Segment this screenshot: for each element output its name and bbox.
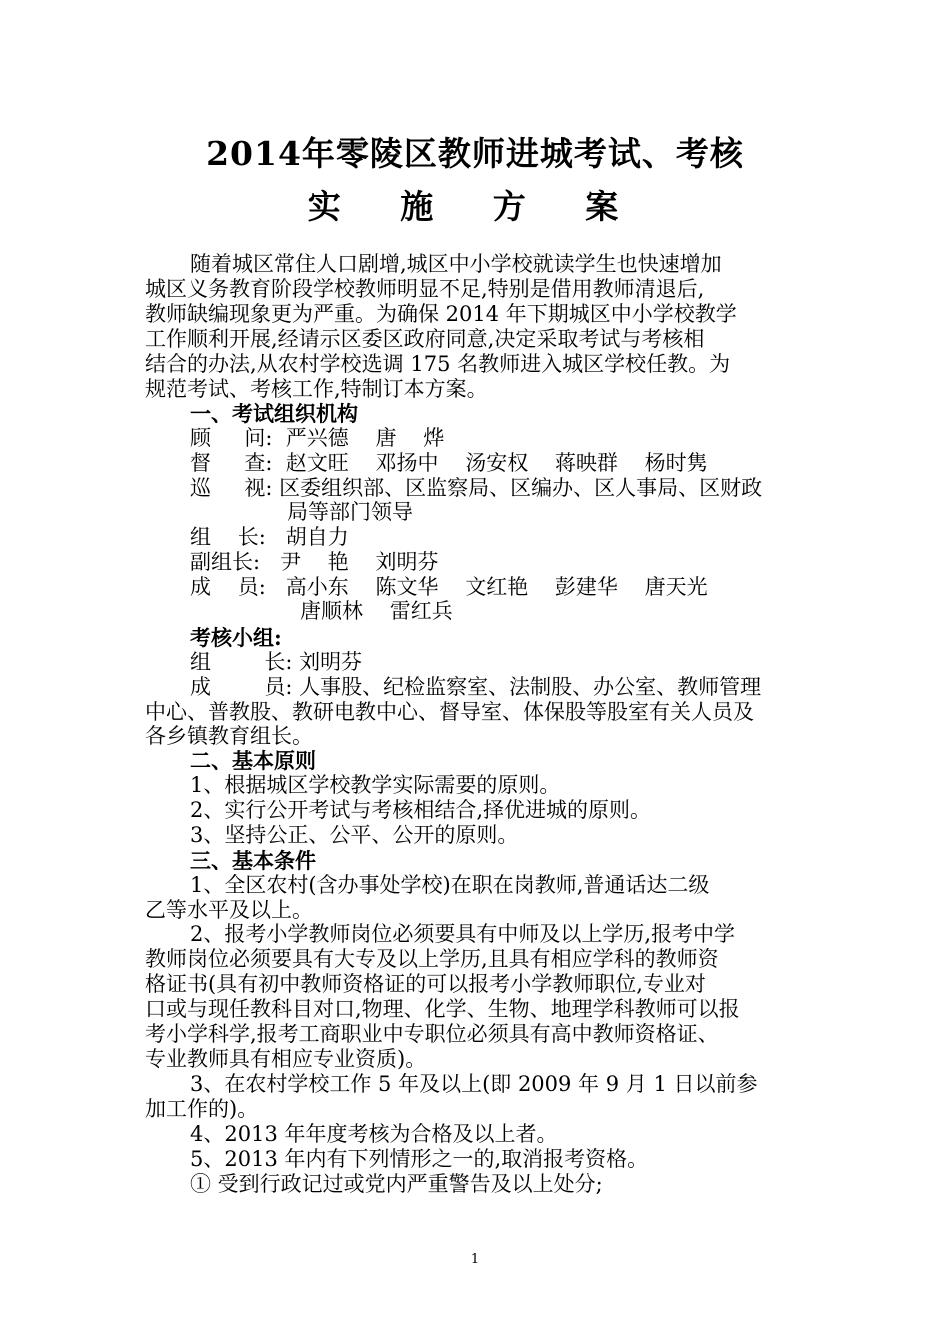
intro-line-5: 结合的办法,从农村学校选调 175 名教师进入城区学校任教。为 [145,352,731,376]
condition-2-line-4: 口或与现任教科目对口,物理、化学、生物、地理学科教师可以报 [145,997,740,1021]
members-line-2: 唐顺林 雷红兵 [300,599,453,623]
principle-1: 1、根据城区学校教学实际需要的原则。 [190,773,561,797]
group-members-line-1: 成 员: 人事股、纪检监察室、法制股、办公室、教师管理 [190,675,762,699]
condition-1-line-2: 乙等水平及以上。 [145,898,313,922]
principle-2: 2、实行公开考试与考核相结合,择优进城的原则。 [190,798,652,822]
document-title: 2014年零陵区教师进城考试、考核 [206,134,744,173]
section-3-heading: 三、基本条件 [190,848,316,873]
condition-2-line-5: 考小学科学,报考工商职业中专职位必须具有高中教师资格证、 [145,1022,719,1046]
intro-line-4: 工作顺利开展,经请示区委区政府同意,决定采取考试与考核相 [145,327,705,351]
group-members-line-2: 中心、普教股、教研电教中心、督导室、体保股等股室有关人员及 [145,700,754,724]
condition-2-line-6: 专业教师具有相应专业资质)。 [145,1047,427,1071]
section-1-heading: 一、考试组织机构 [190,401,358,426]
condition-3-line-1: 3、在农村学校工作 5 年及以上(即 2009 年 9 月 1 日以前参 [190,1072,758,1096]
condition-2-line-2: 教师岗位必须要具有大专及以上学历,且具有相应学科的教师资 [145,947,719,971]
patrol-line-1: 巡 视: 区委组织部、区监察局、区编办、区人事局、区财政 [190,476,763,500]
document-subtitle: 实 施 方 案 [307,187,643,226]
group-members-line-3: 各乡镇教育组长。 [145,724,313,748]
members-line-1: 成 员: 高小东 陈文华 文红艳 彭建华 唐天光 [190,575,708,599]
inspector-line: 督 查: 赵文旺 邓扬中 汤安权 蒋映群 杨时隽 [190,451,708,475]
leader-line: 组 长: 胡自力 [190,525,349,549]
intro-line-1: 随着城区常住人口剧增,城区中小学校就读学生也快速增加 [190,252,722,276]
principle-3: 3、坚持公正、公平、公开的原则。 [190,823,519,847]
deputy-line: 副组长: 尹 艳 刘明芬 [190,550,439,574]
assessment-group-heading: 考核小组: [190,625,282,650]
page-number: 1 [470,1252,480,1267]
section-2-heading: 二、基本原则 [190,748,316,773]
patrol-line-2: 局等部门领导 [287,500,413,524]
condition-1-line-1: 1、全区农村(含办事处学校)在职在岗教师,普通话达二级 [190,873,710,897]
intro-line-2: 城区义务教育阶段学校教师明显不足,特别是借用教师清退后, [145,277,705,301]
group-leader-line: 组 长: 刘明芬 [190,650,363,674]
condition-5-item-1: ① 受到行政记过或党内严重警告及以上处分; [190,1172,603,1196]
intro-line-6: 规范考试、考核工作,特制订本方案。 [145,377,488,401]
condition-2-line-1: 2、报考小学教师岗位必须要具有中师及以上学历,报考中学 [190,922,736,946]
condition-3-line-2: 加工作的)。 [145,1097,259,1121]
condition-5: 5、2013 年内有下列情形之一的,取消报考资格。 [190,1147,649,1171]
intro-line-3: 教师缺编现象更为严重。为确保 2014 年下期城区中小学校教学 [145,302,737,326]
condition-2-line-3: 格证书(具有初中教师资格证的可以报考小学教师职位,专业对 [145,972,706,996]
adviser-line: 顾 问: 严兴德 唐 烨 [190,426,445,450]
condition-4: 4、2013 年年度考核为合格及以上者。 [190,1122,558,1146]
